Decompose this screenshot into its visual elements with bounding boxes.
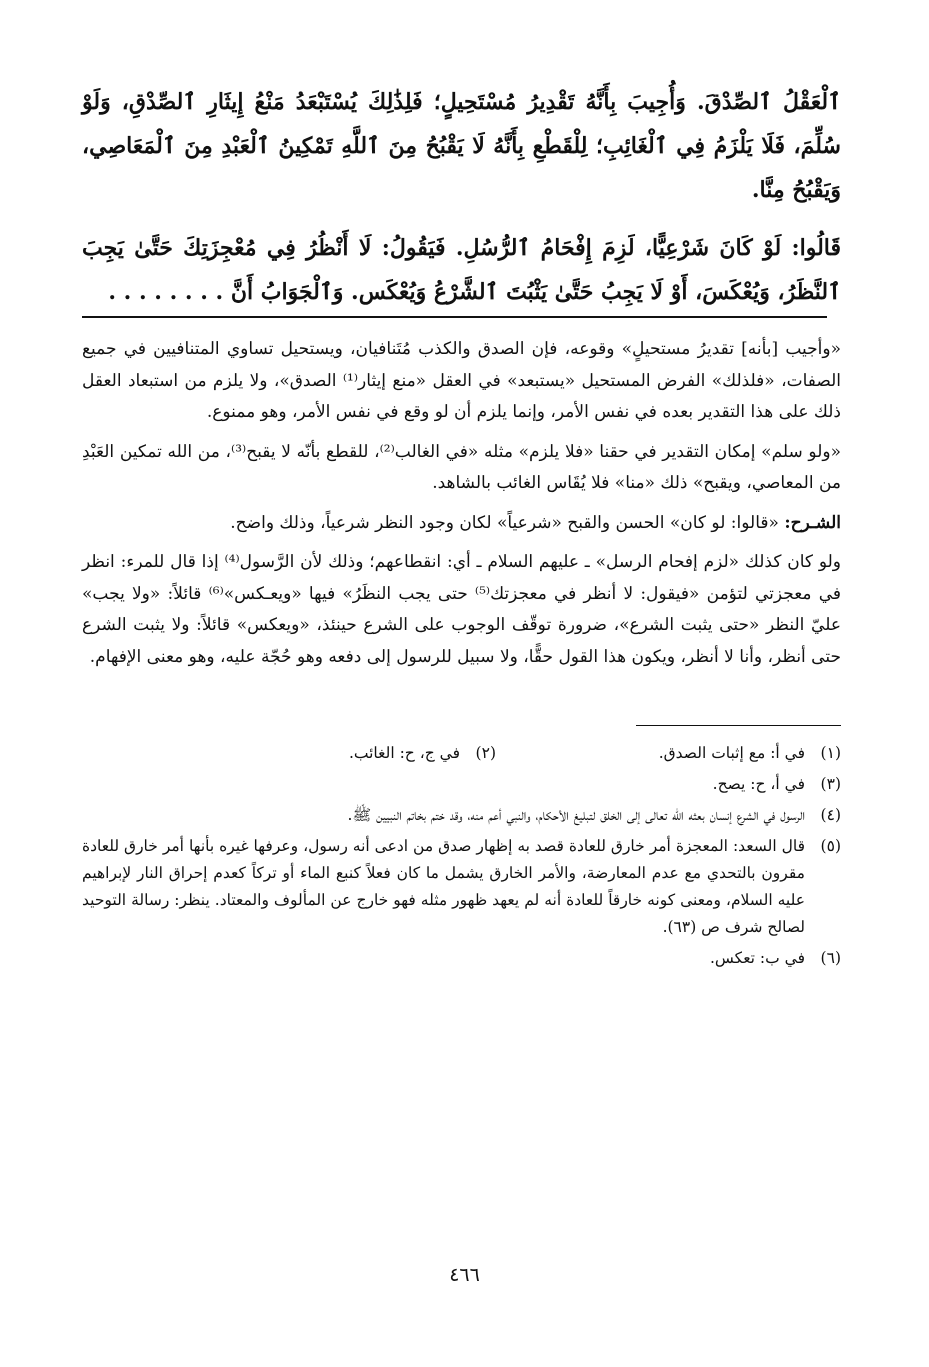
footnote-row: [82, 740, 841, 767]
footnote-text: في ب: تعكس.: [709, 949, 805, 967]
footnote-6: [82, 945, 841, 972]
footnote-divider: [636, 725, 841, 726]
footnote-number: (٢): [475, 744, 496, 762]
footnote-text: في ج، ح: الغائب.: [348, 744, 460, 762]
footnote-3: [82, 771, 841, 798]
sharh-text: [82, 334, 841, 673]
footnote-text: الرسول في الشرع إنسان بعثه الله تعالى إلى الخلق لتبليغ الأحكام، والنبي أعم منه، وقد ختم بخاتم النبيين ﷺ.: [347, 806, 805, 824]
matn-paragraph: ٱلْعَقْلُ ٱلصِّدْقَ. وَأُجِيبَ بِأَنَّهُ تَقْدِيرُ مُسْتَحِيلٍ؛ فَلِذَٰلِكَ يُسْتَبْعَدُ مَنْعُ إِيثَارِ ٱلصِّدْقِ، وَلَوْ سُلِّمَ، فَلَا يَلْزَمُ فِي ٱلْغَائِبِ؛ لِلْقَطْعِ بِأَنَّهُ لَا يَقْبُحُ مِنَ ٱللَّهِ تَمْكِينُ ٱلْعَبْدِ مِنَ ٱلْمَعَاصِي، وَيَقْبُحُ مِنَّا.: [82, 89, 841, 203]
sharh-paragraph: «وأجيب [بأنه] تقديرُ مستحيلٍ» وقوعه، فإن الصدق والكذب مُتَنافيان، ويستحيل تساوي المتنافيين في جميع الصفات، «فلذلك» الفرض المستحيل «يستبعد» في العقل «منع إيثار⁽¹⁾ الصدق»، ولا يلزم من استبعاد العقل ذلك على هذا التقدير بعده في نفس الأمر، وإنما يلزم أن لو وقع في نفس الأمر، وهو ممنوع.: [82, 339, 841, 422]
footnote-text: في أ: مع إثبات الصدق.: [658, 744, 805, 762]
page-number: ٤٦٦: [449, 1264, 480, 1286]
footnote-2: [151, 740, 496, 767]
footnote-number: (٣): [820, 775, 841, 793]
footnote-number: (١): [820, 744, 841, 762]
sharh-paragraph: [82, 508, 841, 540]
footnote-5: [82, 833, 841, 941]
footnote-4: [82, 802, 841, 829]
matn-paragraph: قَالُوا: لَوْ كَانَ شَرْعِيًّا، لَزِمَ إِفْحَامُ ٱلرُّسُلِ. فَيَقُولُ: لَا أَنْظُرُ فِي مُعْجِزَتِكَ حَتَّىٰ يَجِبَ ٱلنَّظَرُ، وَيُعْكَسَ، أَوْ لَا يَجِبُ حَتَّىٰ يَثْبُتَ ٱلشَّرْعُ وَيُعْكَس. وَٱلْجَوَابُ أَنَّ . . . . . . . .: [82, 235, 841, 305]
footnote-text: في أ، ح: يصح.: [712, 775, 805, 793]
sharh-paragraph-text: «قالوا: لو كان» الحسن والقبح «شرعياً» لكان وجود النظر شرعياً، وذلك واضح.: [230, 512, 785, 533]
matn-text: [82, 80, 841, 314]
sharh-paragraph: «ولو سلم» إمكان التقدير في حقنا «فلا يلزم» مثله «في الغالب⁽²⁾، للقطع بأنّه لا يقبح⁽³⁾، من الله تمكين العَبْدِ من المعاصي، ويقبح» ذلك «منا» فلا يُقَاس الغائب بالشاهد.: [82, 441, 841, 493]
matn-divider: [82, 316, 827, 318]
footnote-text: قال السعد: المعجزة أمر خارق للعادة قصد به إظهار صدق من ادعى أنه رسول، وعرفها غيره بأنها أمر خارق للعادة مقرون بالتحدي مع عدم المعارضة، والأمر الخارق يشمل ما كان فعلاً كنبع الماء أو تركاً كعدم إحراق النار لإبراهيم عليه السلام، ومعنى كونه خارقاً للعادة أنه لم يعهد ظهور مثله فهو خارج عن المألوف والمعتاد. ينظر: رسالة التوحيد لصالح شرف ص (٦٣).: [82, 837, 805, 936]
footnote-number: (٦): [820, 949, 841, 967]
footnote-1: [496, 740, 841, 767]
footnote-number: (٤): [820, 806, 841, 824]
page-body: [82, 80, 841, 976]
sharh-heading: الشـرح:: [784, 512, 841, 533]
footnote-number: (٥): [820, 837, 841, 855]
sharh-paragraph: ولو كان كذلك «لزم إفحام الرسل» ـ عليهم السلام ـ أي: انقطاعهم؛ وذلك لأن الرَّسول⁽⁴⁾ إذا قال للمرء: انظر في معجزتي لتؤمن «فيقول: لا أنظر في معجزتك⁽⁵⁾ حتى يجب النظَرُ» فيها «ويعـكس»⁽⁶⁾ قائلاً: «ولا يجب» عليّ النظر «حتى يثبت الشرع»، ضرورة توقّف الوجوب على الشرع حينئذ، «ويعكس» قائلاً: ولا يثبت الشرع حتى أنظر، وأنا لا أنظر، ويكون هذا القول حقًّا، ولا سبيل للرسول إلى دفعه وهو حُجّة عليه، وهو معنى الإفهام.: [82, 552, 842, 667]
